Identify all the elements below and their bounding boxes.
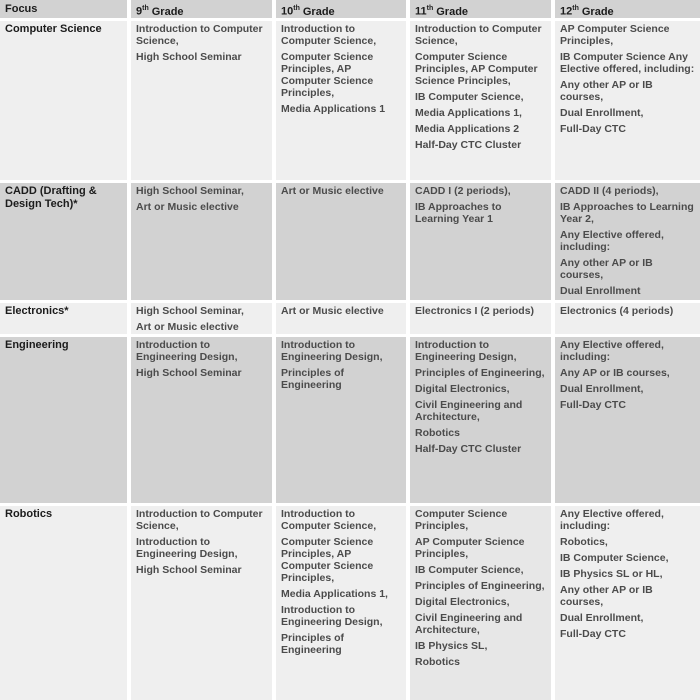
course-item: Principles of Engineering	[281, 632, 345, 656]
grade9-cell	[131, 183, 272, 300]
focus-cell	[0, 303, 127, 334]
course-item: Media Applications 1	[281, 103, 386, 115]
course-item: IB Physics SL or HL,	[560, 568, 663, 580]
grade-number: 11	[415, 5, 427, 18]
course-item: Principles of Engineering	[281, 367, 345, 391]
course-item: Civil Engineering and Architecture,	[415, 399, 523, 423]
course-item: IB Computer Science Any Elective offered, including:	[560, 51, 695, 75]
course-item: Introduction to Computer Science,	[136, 508, 263, 532]
focus-label: Robotics	[5, 508, 53, 520]
grade10-cell	[276, 337, 406, 503]
course-item: Any Elective offered, including:	[560, 508, 664, 532]
grade-number: 10	[281, 5, 294, 18]
course-item: Half-Day CTC Cluster	[415, 443, 522, 455]
course-item: Dual Enrollment,	[560, 107, 644, 119]
focus-label: Electronics*	[5, 305, 69, 317]
course-item: Any other AP or IB courses,	[560, 79, 653, 103]
grade11-cell	[410, 506, 551, 700]
course-item: Art or Music elective	[281, 305, 384, 317]
course-item: Introduction to Engineering Design,	[415, 339, 517, 363]
course-item: IB Physics SL,	[415, 640, 488, 652]
course-item: Robotics	[415, 656, 460, 668]
grade-label: Grade	[151, 5, 184, 18]
grade11-cell	[410, 21, 551, 180]
focus-cell	[0, 506, 127, 700]
ordinal-suffix: th	[426, 5, 434, 12]
course-item: Full-Day CTC	[560, 628, 626, 640]
course-item: High School Seminar,	[136, 305, 244, 317]
course-item: Media Applications 1,	[415, 107, 522, 119]
course-item: AP Computer Science Principles,	[415, 536, 525, 560]
focus-cell	[0, 337, 127, 503]
focus-label: Engineering	[5, 339, 69, 351]
grade10-cell	[276, 303, 406, 334]
course-item: Computer Science Principles, AP Computer Science Principles,	[281, 51, 374, 99]
header-focus-label: Focus	[5, 3, 38, 15]
grade11-cell	[410, 183, 551, 300]
grade10-cell	[276, 183, 406, 300]
grade9-cell	[131, 337, 272, 503]
grade-number: 9	[136, 5, 143, 18]
header-grade-9	[131, 0, 272, 18]
course-item: IB Computer Science,	[560, 552, 669, 564]
grade12-cell	[555, 183, 700, 300]
course-item: AP Computer Science Principles,	[560, 23, 670, 47]
focus-cell	[0, 21, 127, 180]
course-item: Robotics	[415, 427, 460, 439]
course-item: Electronics I (2 periods)	[415, 305, 535, 317]
ordinal-suffix: th	[572, 5, 579, 12]
grade11-cell	[410, 303, 551, 334]
header-grade-10	[276, 0, 406, 18]
course-item: Any Elective offered, including:	[560, 229, 664, 253]
course-item: Dual Enrollment	[560, 285, 641, 297]
course-item: Art or Music elective	[136, 201, 239, 213]
course-item: Introduction to Computer Science,	[415, 23, 542, 47]
course-item: Any other AP or IB courses,	[560, 584, 653, 608]
course-item: Introduction to Engineering Design,	[136, 536, 238, 560]
course-item: Art or Music elective	[281, 185, 384, 197]
grade10-cell	[276, 506, 406, 700]
course-item: Dual Enrollment,	[560, 612, 644, 624]
grade12-cell	[555, 337, 700, 503]
grade12-cell	[555, 303, 700, 334]
course-item: Introduction to Computer Science,	[281, 508, 377, 532]
course-item: Media Applications 1,	[281, 588, 388, 600]
course-item: Dual Enrollment,	[560, 383, 644, 395]
grade12-cell	[555, 21, 700, 180]
course-item: Media Applications 2	[415, 123, 520, 135]
header-grade-12	[555, 0, 700, 18]
header-grade-11	[410, 0, 551, 18]
course-item: Introduction to Computer Science,	[136, 23, 263, 47]
course-item: High School Seminar,	[136, 185, 244, 197]
course-item: High School Seminar	[136, 367, 242, 379]
course-item: CADD II (4 periods),	[560, 185, 659, 197]
course-item: Computer Science Principles, AP Computer Science Principles,	[415, 51, 538, 87]
course-item: Digital Electronics,	[415, 596, 510, 608]
course-item: Any other AP or IB courses,	[560, 257, 653, 281]
course-item: Art or Music elective	[136, 321, 239, 333]
grade9-cell	[131, 506, 272, 700]
focus-cell	[0, 183, 127, 300]
course-item: Computer Science Principles,	[415, 508, 508, 532]
focus-label: CADD (Drafting & Design Tech)*	[5, 185, 97, 210]
grade12-cell	[555, 506, 700, 700]
course-item: IB Computer Science,	[415, 564, 524, 576]
course-item: Principles of Engineering,	[415, 580, 545, 592]
course-item: Digital Electronics,	[415, 383, 510, 395]
course-item: IB Approaches to Learning Year 2,	[560, 201, 694, 225]
course-item: Half-Day CTC Cluster	[415, 139, 522, 151]
grade-number: 12	[560, 5, 573, 18]
header-focus	[0, 0, 127, 18]
course-item: Any AP or IB courses,	[560, 367, 670, 379]
grade-label: Grade	[436, 5, 469, 18]
course-item: Any Elective offered, including:	[560, 339, 664, 363]
course-item: High School Seminar	[136, 51, 242, 63]
grade9-cell	[131, 303, 272, 334]
course-item: Electronics (4 periods)	[560, 305, 674, 317]
grade10-cell	[276, 21, 406, 180]
course-item: Introduction to Computer Science,	[281, 23, 377, 47]
course-item: High School Seminar	[136, 564, 242, 576]
course-item: IB Approaches to Learning Year 1	[415, 201, 502, 225]
course-item: Introduction to Engineering Design,	[281, 339, 383, 363]
course-item: Robotics,	[560, 536, 608, 548]
ordinal-suffix: th	[142, 5, 149, 12]
focus-label: Computer Science	[5, 23, 102, 35]
course-item: Introduction to Engineering Design,	[136, 339, 238, 363]
grade9-cell	[131, 21, 272, 180]
course-item: Principles of Engineering,	[415, 367, 545, 379]
course-item: Computer Science Principles, AP Computer Science Principles,	[281, 536, 374, 584]
course-item: IB Computer Science,	[415, 91, 524, 103]
grade11-cell	[410, 337, 551, 503]
grade-label: Grade	[581, 5, 614, 18]
course-item: Introduction to Engineering Design,	[281, 604, 383, 628]
course-item: CADD I (2 periods),	[415, 185, 511, 197]
course-item: Full-Day CTC	[560, 399, 626, 411]
grade-label: Grade	[302, 5, 335, 18]
course-item: Civil Engineering and Architecture,	[415, 612, 523, 636]
course-item: Full-Day CTC	[560, 123, 626, 135]
ordinal-suffix: th	[293, 5, 300, 12]
